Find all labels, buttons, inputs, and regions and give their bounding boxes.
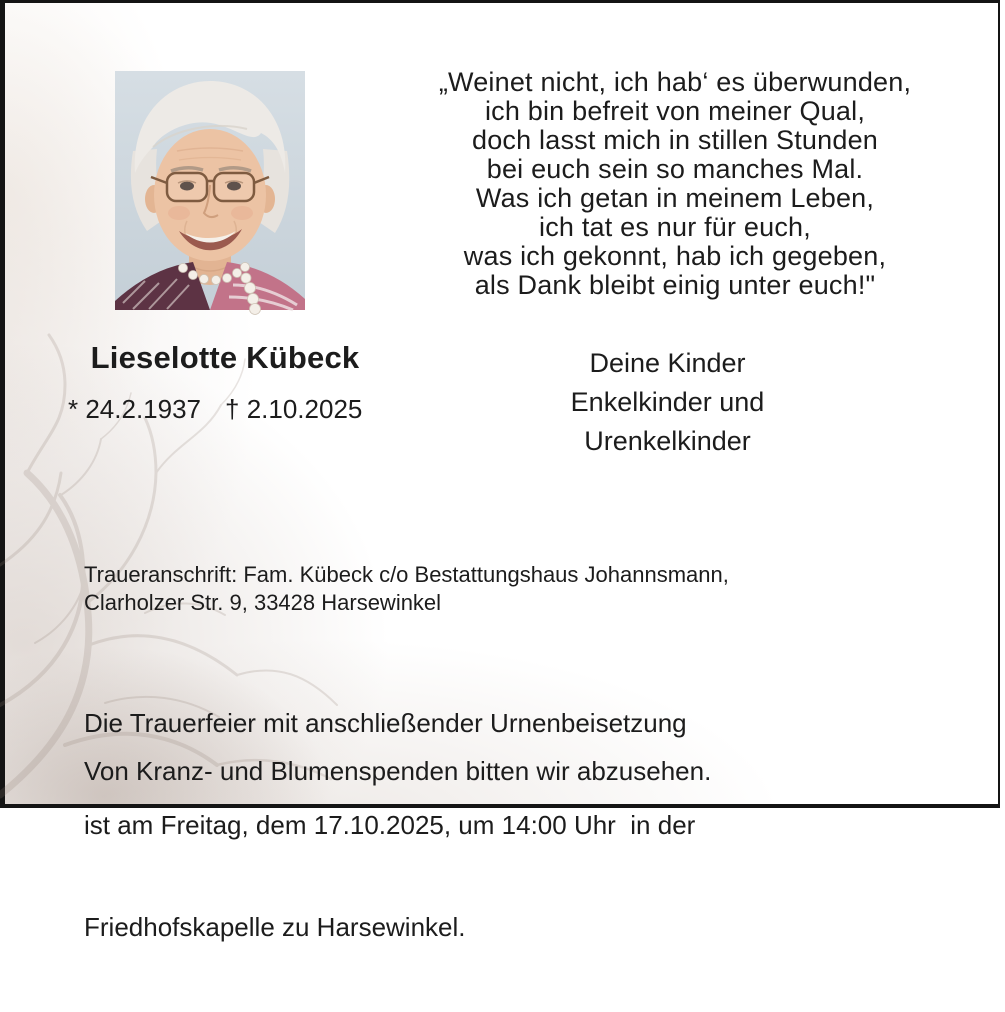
mourners-line: Urenkelkinder [584, 426, 751, 456]
mourners-block [495, 344, 840, 461]
address-line: Traueranschrift: Fam. Kübeck c/o Bestattungshaus Johannsmann, [84, 562, 729, 587]
funeral-service-info [84, 638, 695, 1012]
service-line: ist am Freitag, dem 17.10.2025, um 14:00 Uhr in der [84, 810, 696, 840]
poem-line: doch lasst mich in stillen Stunden [471, 125, 878, 155]
death-date: † 2.10.2025 [225, 394, 363, 424]
poem-line: ich tat es nur für euch, [539, 212, 811, 242]
mourning-poem [395, 68, 955, 300]
life-dates [68, 394, 362, 425]
portrait-photo [115, 71, 305, 310]
condolence-address [84, 561, 729, 617]
poem-line: ich bin befreit von meiner Qual, [484, 96, 866, 126]
service-line: Die Trauerfeier mit anschließender Urnenbeisetzung [84, 708, 687, 738]
poem-line: „Weinet nicht, ich hab‘ es überwunden, [438, 67, 912, 97]
poem-line: Was ich getan in meinem Leben, [475, 183, 875, 213]
poem-line: was ich gekonnt, hab ich gegeben, [463, 241, 887, 271]
mourners-line: Deine Kinder [589, 348, 746, 378]
poem-line: bei euch sein so manches Mal. [486, 154, 864, 184]
deceased-name: Lieselotte Kübeck [90, 340, 360, 375]
service-line: Friedhofskapelle zu Harsewinkel. [84, 912, 466, 942]
birth-date: * 24.2.1937 [68, 394, 202, 424]
address-line: Clarholzer Str. 9, 33428 Harsewinkel [84, 590, 442, 615]
mourners-line: Enkelkinder und [570, 387, 765, 417]
flowers-note: Von Kranz- und Blumenspenden bitten wir abzusehen. [84, 756, 712, 786]
poem-line: als Dank bleibt einig unter euch!" [474, 270, 876, 300]
